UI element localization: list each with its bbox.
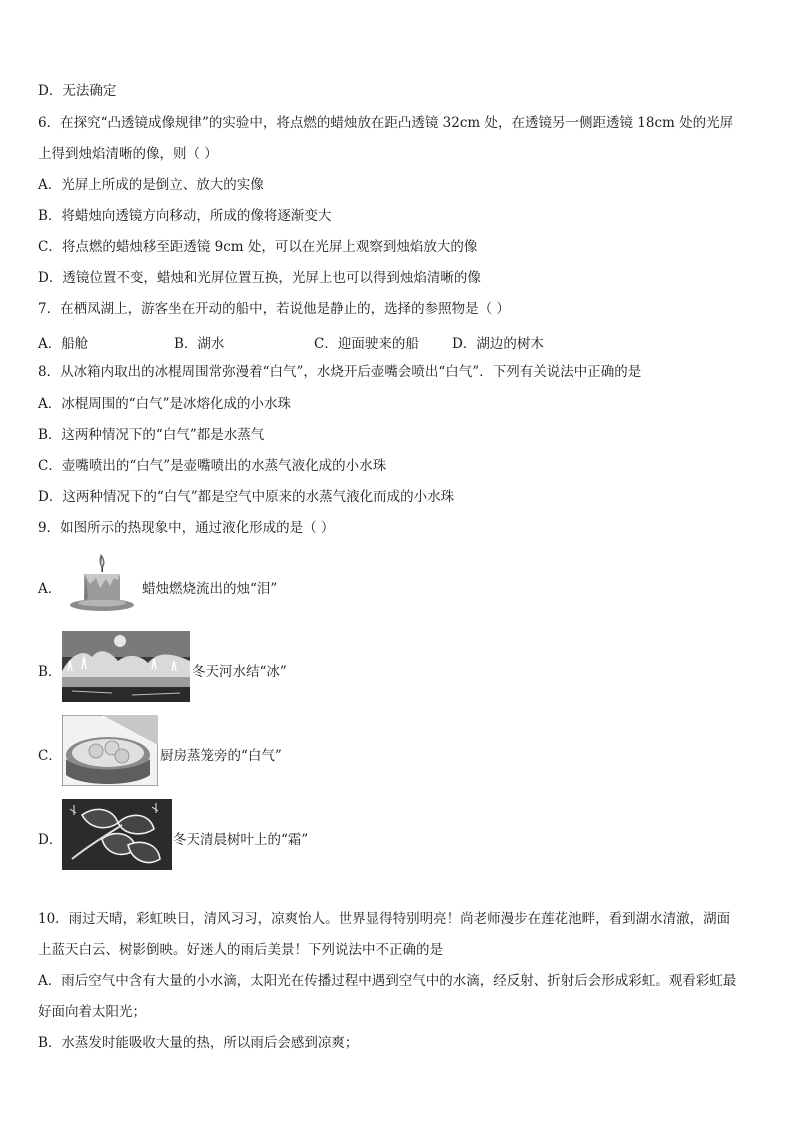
figure-caption: 厨房蒸笼旁的“白气”	[160, 748, 282, 764]
question-7-options	[0, 332, 794, 350]
question-9-option-a	[38, 548, 758, 618]
question-7-option-d: D．湖边的树木	[452, 336, 544, 352]
question-9-stem: 9．如图所示的热现象中，通过液化形成的是（ ）	[38, 520, 335, 536]
question-8-option-c: C．壶嘴喷出的“白气”是壶嘴喷出的水蒸气液化成的小水珠	[38, 458, 387, 474]
question-6-option-b: B．将蜡烛向透镜方向移动，所成的像将逐渐变大	[38, 208, 332, 224]
question-10-stem-line-2: 上蓝天白云、树影倒映。好迷人的雨后美景！下列说法中不正确的是	[38, 942, 443, 958]
question-6-stem-line-2: 上得到烛焰清晰的像，则（ ）	[38, 146, 218, 162]
figure-caption: 蜡烛燃烧流出的烛“泪”	[142, 581, 278, 597]
option-label: B．	[38, 664, 62, 680]
figure-caption: 冬天河水结“冰”	[192, 664, 287, 680]
option-d-unknown: D．无法确定	[38, 83, 117, 99]
question-6-option-c: C．将点燃的蜡烛移至距透镜 9cm 处，可以在光屏上观察到烛焰放大的像	[38, 239, 478, 255]
question-10-option-a-line-2: 好面向着太阳光；	[38, 1004, 146, 1020]
frost-leaves-photo	[62, 799, 172, 870]
question-7-stem: 7．在栖凤湖上，游客坐在开动的船中，若说他是静止的，选择的参照物是（ ）	[38, 301, 510, 317]
question-6-option-d: D．透镜位置不变，蜡烛和光屏位置互换，光屏上也可以得到烛焰清晰的像	[38, 270, 481, 286]
option-label: C．	[38, 748, 62, 764]
question-8-option-d: D．这两种情况下的“白气”都是空气中原来的水蒸气液化而成的小水珠	[38, 489, 455, 505]
question-9-option-c	[38, 715, 758, 785]
candle-photo	[64, 548, 144, 616]
question-6-stem-line-1: 6．在探究“凸透镜成像规律”的实验中，将点燃的蜡烛放在距凸透镜 32cm 处，在透镜另一侧距透镜 18cm 处的光屏	[38, 115, 734, 131]
question-8-option-b: B．这两种情况下的“白气”都是水蒸气	[38, 427, 265, 443]
steamer-photo	[62, 715, 158, 786]
option-label: A．	[38, 581, 62, 597]
frozen-river-photo	[62, 631, 190, 702]
question-6-option-a: A．光屏上所成的是倒立、放大的实像	[38, 177, 264, 193]
question-10-option-b: B．水蒸发时能吸收大量的热，所以雨后会感到凉爽；	[38, 1035, 359, 1051]
figure-caption: 冬天清晨树叶上的“霜”	[173, 832, 309, 848]
question-8-stem: 8．从冰箱内取出的冰棍周围常弥漫着“白气”，水烧开后壶嘴会喷出“白气”．下列有关说法中正确的是	[38, 364, 642, 380]
option-label: D．	[38, 832, 63, 848]
question-9-option-d	[38, 799, 758, 869]
question-10-option-a-line-1: A．雨后空气中含有大量的小水滴，太阳光在传播过程中遇到空气中的水滴，经反射、折射后会形成彩虹。观看彩虹最	[38, 973, 737, 989]
question-9-option-b	[38, 631, 758, 701]
question-7-option-b: B．湖水	[174, 336, 225, 352]
question-10-stem-line-1: 10．雨过天晴，彩虹映日，清风习习，凉爽怡人。世界显得特别明亮！尚老师漫步在莲花池畔，看到湖水清澈，湖面	[38, 911, 731, 927]
question-7-option-c: C．迎面驶来的船	[314, 336, 419, 352]
question-8-option-a: A．冰棍周围的“白气”是冰熔化成的小水珠	[38, 396, 292, 412]
question-7-option-a: A．船舱	[38, 336, 89, 352]
